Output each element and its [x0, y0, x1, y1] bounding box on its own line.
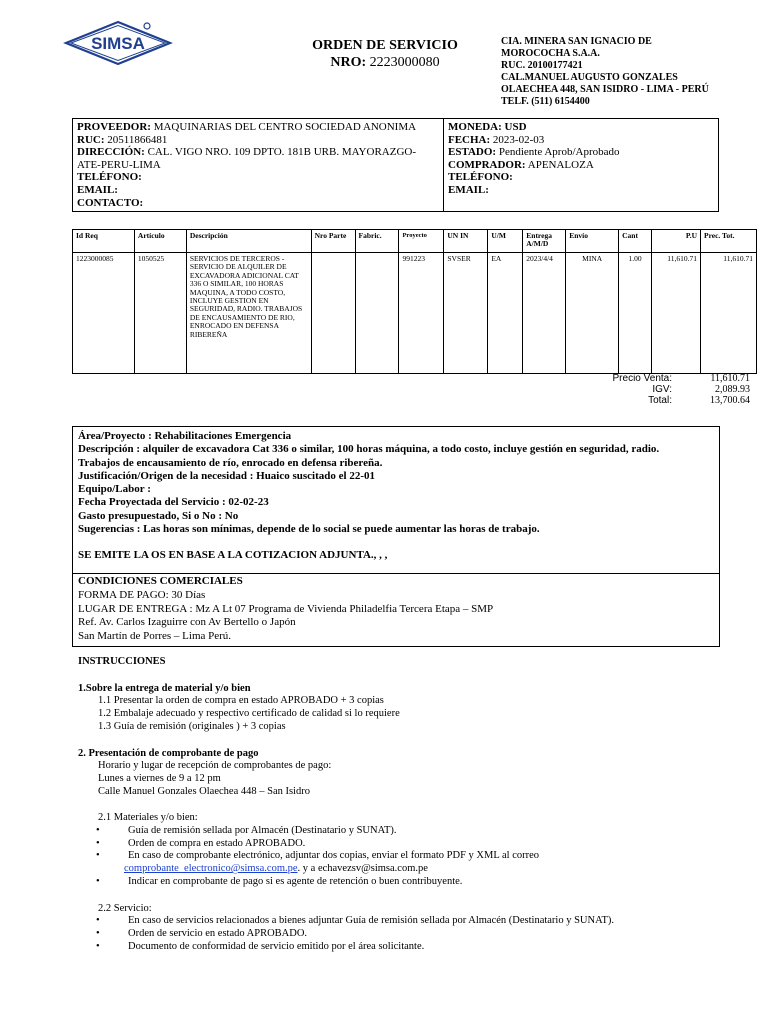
referencia: Ref. Av. Carlos Izaguirre con Av Bertello o Japón	[78, 616, 296, 629]
precio-venta-value: 11,610.71	[710, 373, 750, 384]
cell-nro-parte	[311, 253, 355, 374]
col-header: Proyecto	[399, 230, 444, 253]
estado-value: Pendiente Aprob/Aprobado	[498, 146, 620, 159]
moneda-label: MONEDA:	[448, 121, 502, 133]
company-info	[501, 36, 761, 108]
distrito: San Martín de Porres – Lima Perú.	[78, 630, 232, 643]
svg-text:SIMSA: SIMSA	[91, 34, 145, 53]
company-ruc: RUC. 20100177421	[501, 60, 583, 71]
company-address2: OLAECHEA 448, SAN ISIDRO - LIMA - PERÚ	[501, 84, 709, 95]
igv-value: 2,089.93	[715, 384, 750, 395]
bullet-icon: •	[96, 915, 100, 927]
email-tail: . y a echavezsv@simsa.com.pe	[297, 863, 428, 875]
area-details	[78, 430, 714, 563]
col-header: Entrega A/M/D	[523, 230, 566, 253]
bullet-text: Indicar en comprobante de pago si es agente de retención o buen contribuyente.	[128, 875, 463, 887]
cell-descripcion: SERVICIOS DE TERCEROS - SERVICIO DE ALQUILER DE EXCAVADORA ADICIONAL CAT 336 O SIMILAR, 100 HORAS MAQUINA, A TODO COSTO, INCLUYE GESTION EN SEGURIDAD, RADIO. TRABAJOS DE ENCAUSAMIENTO DE RIO, ENROCADO EN DEFENSA RIBEREÑA	[186, 253, 311, 374]
cell-envio: MINA	[566, 253, 619, 374]
order-number	[300, 54, 470, 71]
bullet-text: Documento de conformidad de servicio emitido por el área solicitante.	[128, 940, 425, 952]
cell-id-req: 1223000085	[73, 253, 135, 374]
email-line	[78, 863, 758, 876]
cell-articulo: 1050525	[134, 253, 186, 374]
company-phone: TELF. (511) 6154400	[501, 96, 590, 107]
contacto-label: CONTACTO:	[77, 196, 144, 209]
simsa-logo	[62, 18, 174, 68]
company-address1: CAL.MANUEL AUGUSTO GONZALES	[501, 72, 678, 83]
col-header: UN IN	[444, 230, 488, 253]
area-conditions-box	[72, 426, 720, 647]
cell-un-in: SVSER	[444, 253, 488, 374]
list-item: 1.2 Embalaje adecuado y respectivo certificado de calidad si lo requiere	[98, 708, 400, 720]
direccion-label: DIRECCIÓN:	[77, 146, 145, 159]
comprador-value: APENALOZA	[527, 158, 594, 171]
list-item: Horario y lugar de recepción de comprobantes de pago:	[98, 760, 332, 772]
comprador-label: COMPRADOR:	[448, 158, 526, 171]
totals-block	[560, 373, 750, 406]
list-item: 1.3 Guía de remisión (originales ) + 3 copias	[98, 720, 286, 732]
list-item: 1.1 Presentar la orden de compra en estado APROBADO + 3 copias	[98, 695, 384, 707]
lugar-entrega: LUGAR DE ENTREGA : Mz A Lt 07 Programa de Vivienda Philadelfia Tercera Etapa – SMP	[78, 602, 494, 615]
table-header-row	[73, 230, 757, 253]
ruc-value: 20511866481	[107, 133, 168, 146]
list-item: Lunes a viernes de 9 a 12 pm	[98, 772, 221, 784]
ruc-label: RUC:	[77, 133, 105, 146]
supplier-email-label: EMAIL:	[77, 183, 118, 196]
equipo-labor: Equipo/Labor :	[78, 483, 151, 496]
col-header: Nro Parte	[311, 230, 355, 253]
col-header: Prec. Tot.	[701, 230, 757, 253]
precio-venta-label: Precio Venta:	[612, 373, 672, 384]
email-link[interactable]: comprobante_electronico@simsa.com.pe	[124, 863, 298, 875]
bullet-item	[78, 876, 758, 889]
cell-um: EA	[488, 253, 523, 374]
cell-pu: 11,610.71	[652, 253, 701, 374]
cell-cant: 1.00	[619, 253, 652, 374]
bullet-item	[78, 850, 758, 863]
bullet-item	[78, 838, 758, 851]
bullet-icon: •	[96, 940, 100, 952]
supplier-telefono-label: TELÉFONO:	[77, 171, 142, 184]
section-2-2-title: 2.2 Servicio:	[98, 902, 152, 914]
col-header: Id Req	[73, 230, 135, 253]
section-2-1-title: 2.1 Materiales y/o bien:	[98, 812, 198, 824]
bullet-text: En caso de comprobante electrónico, adjuntar dos copias, enviar el formato PDF y XML al correo	[128, 850, 540, 862]
order-email-label: EMAIL:	[448, 183, 489, 196]
bullet-item	[78, 928, 758, 941]
total-value: 13,700.64	[710, 395, 750, 406]
nro-label: NRO:	[330, 55, 367, 70]
section-1-title: 1.Sobre la entrega de material y/o bien	[78, 682, 251, 694]
supplier-order-box	[72, 118, 719, 212]
bullet-item	[78, 825, 758, 838]
col-header: Fabric.	[355, 230, 399, 253]
col-header: P.U	[652, 230, 701, 253]
company-line1: CIA. MINERA SAN IGNACIO DE	[501, 36, 652, 47]
bullet-item	[78, 915, 758, 928]
instructions	[78, 656, 758, 953]
col-header: Artículo	[134, 230, 186, 253]
supplier-info	[77, 121, 439, 209]
bullet-text: Orden de compra en estado APROBADO.	[128, 837, 306, 849]
conditions-title: CONDICIONES COMERCIALES	[78, 575, 243, 587]
proveedor-value: MAQUINARIAS DEL CENTRO SOCIEDAD ANONIMA	[153, 121, 417, 133]
cell-prec-tot: 11,610.71	[701, 253, 757, 374]
cell-entrega: 2023/4/4	[523, 253, 566, 374]
direccion-value: CAL. VIGO NRO. 109 DPTO. 181B URB. MAYORAZGO-ATE-PERU-LIMA	[77, 146, 416, 171]
document-title	[300, 37, 470, 71]
list-item: Calle Manuel Gonzales Olaechea 448 – San Isidro	[98, 785, 310, 797]
table-row	[73, 253, 757, 374]
info-divider	[443, 119, 444, 211]
order-info	[448, 121, 713, 197]
col-header: Descripción	[186, 230, 311, 253]
order-telefono-label: TELÉFONO:	[448, 171, 513, 184]
col-header: Envío	[566, 230, 619, 253]
conditions-divider	[73, 573, 719, 574]
section-2-title: 2. Presentación de comprobante de pago	[78, 747, 259, 759]
bullet-text: Orden de servicio en estado APROBADO.	[128, 927, 308, 939]
bullet-icon: •	[96, 825, 100, 837]
bullet-icon: •	[96, 875, 100, 887]
bullet-text: En caso de servicios relacionados a bienes adjuntar Guía de remisión sellada por Almacén (Destinatario y SUNAT).	[128, 915, 615, 927]
total-label: Total:	[648, 395, 672, 406]
emite-note: SE EMITE LA OS EN BASE A LA COTIZACION ADJUNTA., , ,	[78, 549, 388, 562]
fecha-label: FECHA:	[448, 133, 491, 146]
items-table	[72, 229, 757, 374]
moneda-value: USD	[504, 121, 527, 133]
bullet-icon: •	[96, 837, 100, 849]
cell-fabric	[355, 253, 399, 374]
igv-label: IGV:	[652, 384, 672, 395]
estado-label: ESTADO:	[448, 146, 497, 159]
col-header: U/M	[488, 230, 523, 253]
area-proyecto: Área/Proyecto : Rehabilitaciones Emergencia	[78, 430, 292, 442]
fecha-value: 2023-02-03	[492, 133, 545, 146]
forma-pago: FORMA DE PAGO: 30 Días	[78, 588, 206, 601]
fecha-proyectada: Fecha Proyectada del Servicio : 02-02-23	[78, 496, 269, 509]
justificacion: Justificación/Origen de la necesidad : Huaico suscitado el 22-01	[78, 469, 375, 482]
company-line2: MOROCOCHA S.A.A.	[501, 48, 600, 59]
descripcion: Descripción : alquiler de excavadora Cat 336 o similar, 100 horas máquina, a todo costo, incluye gestión en seguridad, radio.	[78, 443, 660, 456]
gasto-presupuestado: Gasto presupuestado, Si o No : No	[78, 509, 239, 522]
nro-value: 2223000080	[369, 55, 440, 70]
bullet-icon: •	[96, 850, 100, 862]
bullet-icon: •	[96, 927, 100, 939]
instructions-title: INSTRUCCIONES	[78, 656, 166, 667]
conditions	[78, 575, 714, 644]
cell-proyecto: 991223	[399, 253, 444, 374]
descripcion-2: Trabajos de encausamiento de río, enrocado en defensa ribereña.	[78, 456, 383, 469]
sugerencias: Sugerencias : Las horas son mínimas, depende de lo social se puede aumentar las horas de trabajo.	[78, 523, 540, 536]
title-text: ORDEN DE SERVICIO	[312, 38, 458, 53]
bullet-item	[78, 941, 758, 954]
proveedor-label: PROVEEDOR:	[77, 121, 151, 133]
bullet-text: Guía de remisión sellada por Almacén (Destinatario y SUNAT).	[128, 825, 397, 837]
col-header: Cant	[619, 230, 652, 253]
